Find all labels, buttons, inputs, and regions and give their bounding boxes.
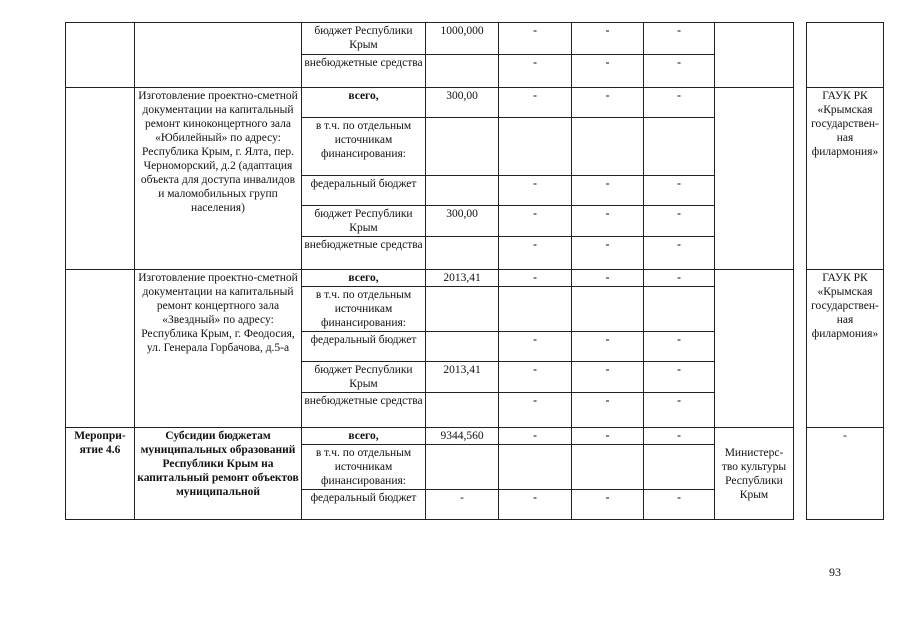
amount-cell	[426, 332, 499, 362]
amount-cell	[426, 445, 499, 490]
amount-cell: 9344,560	[426, 428, 499, 445]
year-value-cell	[644, 287, 715, 332]
table-row	[66, 270, 884, 287]
year-value-cell: -	[572, 490, 644, 520]
year-value-cell: -	[499, 393, 572, 428]
year-value-cell: -	[572, 270, 644, 287]
table-row	[66, 428, 884, 445]
year-value-cell: -	[572, 237, 644, 270]
financing-table	[65, 22, 884, 520]
responsible-cell: Министерс-тво культуры Республики Крым	[715, 428, 794, 520]
funding-source-cell: бюджет Республики Крым	[302, 206, 426, 237]
page-number: 93	[829, 565, 841, 579]
year-value-cell: -	[572, 362, 644, 393]
executor-cell: ГАУК РК «Крымская государствен-ная филармония»	[807, 88, 884, 270]
table-row	[66, 23, 884, 55]
spacer-cell	[794, 23, 807, 88]
executor-cell	[807, 23, 884, 88]
measure-number-cell	[66, 23, 135, 88]
year-value-cell	[572, 287, 644, 332]
funding-source-cell: федеральный бюджет	[302, 332, 426, 362]
amount-cell	[426, 287, 499, 332]
year-value-cell: -	[644, 270, 715, 287]
amount-cell: 300,00	[426, 206, 499, 237]
amount-cell	[426, 55, 499, 88]
funding-source-cell: федеральный бюджет	[302, 176, 426, 206]
year-value-cell: -	[499, 23, 572, 55]
work-description-cell: Изготовление проектно-сметной документации на капитальный ремонт киноконцертного зала «Юбилейный» по адресу: Республика Крым, г. Ялта, пер. Черноморский, д.2 (адаптация объекта для доступа инвалидов и маломобильных групп населения)	[135, 88, 302, 270]
funding-source-cell: внебюджетные средства	[302, 237, 426, 270]
amount-cell: 1000,000	[426, 23, 499, 55]
year-value-cell: -	[499, 206, 572, 237]
year-value-cell: -	[499, 55, 572, 88]
year-value-cell	[499, 118, 572, 176]
amount-cell	[426, 118, 499, 176]
year-value-cell: -	[499, 332, 572, 362]
year-value-cell	[644, 118, 715, 176]
year-value-cell: -	[499, 176, 572, 206]
funding-source-cell: в т.ч. по отдельным источникам финансирования:	[302, 287, 426, 332]
work-description-cell	[135, 23, 302, 88]
year-value-cell	[644, 445, 715, 490]
year-value-cell: -	[572, 428, 644, 445]
amount-cell: 2013,41	[426, 270, 499, 287]
year-value-cell: -	[644, 206, 715, 237]
year-value-cell: -	[572, 176, 644, 206]
year-value-cell	[499, 287, 572, 332]
year-value-cell: -	[644, 332, 715, 362]
measure-number-cell: Меропри-ятие 4.6	[66, 428, 135, 520]
funding-source-cell: внебюджетные средства	[302, 55, 426, 88]
funding-source-cell: бюджет Республики Крым	[302, 362, 426, 393]
year-value-cell: -	[572, 332, 644, 362]
year-value-cell: -	[499, 270, 572, 287]
year-value-cell: -	[644, 23, 715, 55]
spacer-cell	[794, 428, 807, 520]
year-value-cell: -	[644, 55, 715, 88]
responsible-cell	[715, 270, 794, 428]
year-value-cell: -	[572, 55, 644, 88]
year-value-cell: -	[644, 428, 715, 445]
year-value-cell: -	[499, 237, 572, 270]
year-value-cell	[499, 445, 572, 490]
spacer-cell	[794, 270, 807, 428]
year-value-cell	[572, 445, 644, 490]
year-value-cell: -	[644, 490, 715, 520]
funding-source-cell: всего,	[302, 428, 426, 445]
amount-cell: 2013,41	[426, 362, 499, 393]
work-description-cell: Субсидии бюджетам муниципальных образований Республики Крым на капитальный ремонт объектов муниципальной	[135, 428, 302, 520]
measure-number-cell	[66, 270, 135, 428]
funding-source-cell: бюджет Республики Крым	[302, 23, 426, 55]
funding-source-cell: всего,	[302, 88, 426, 118]
year-value-cell: -	[572, 88, 644, 118]
funding-source-cell: в т.ч. по отдельным источникам финансирования:	[302, 445, 426, 490]
table-row	[66, 88, 884, 118]
amount-cell: -	[426, 490, 499, 520]
year-value-cell: -	[499, 362, 572, 393]
funding-source-cell: всего,	[302, 270, 426, 287]
year-value-cell: -	[644, 176, 715, 206]
year-value-cell	[572, 118, 644, 176]
year-value-cell: -	[572, 23, 644, 55]
funding-source-cell: внебюджетные средства	[302, 393, 426, 428]
year-value-cell: -	[572, 206, 644, 237]
year-value-cell: -	[499, 428, 572, 445]
year-value-cell: -	[644, 362, 715, 393]
amount-cell	[426, 393, 499, 428]
year-value-cell: -	[499, 88, 572, 118]
funding-source-cell: в т.ч. по отдельным источникам финансирования:	[302, 118, 426, 176]
table-body	[66, 23, 884, 520]
measure-number-cell	[66, 88, 135, 270]
amount-cell	[426, 176, 499, 206]
executor-cell: ГАУК РК «Крымская государствен-ная филармония»	[807, 270, 884, 428]
amount-cell	[426, 237, 499, 270]
year-value-cell: -	[644, 393, 715, 428]
funding-source-cell: федеральный бюджет	[302, 490, 426, 520]
year-value-cell: -	[499, 490, 572, 520]
work-description-cell: Изготовление проектно-сметной документации на капитальный ремонт концертного зала «Звездный» по адресу: Республика Крым, г. Феодосия, ул. Генерала Горбачова, д.5-а	[135, 270, 302, 428]
responsible-cell	[715, 88, 794, 270]
year-value-cell: -	[644, 88, 715, 118]
year-value-cell: -	[572, 393, 644, 428]
executor-cell: -	[807, 428, 884, 520]
responsible-cell	[715, 23, 794, 88]
amount-cell: 300,00	[426, 88, 499, 118]
year-value-cell: -	[644, 237, 715, 270]
spacer-cell	[794, 88, 807, 270]
